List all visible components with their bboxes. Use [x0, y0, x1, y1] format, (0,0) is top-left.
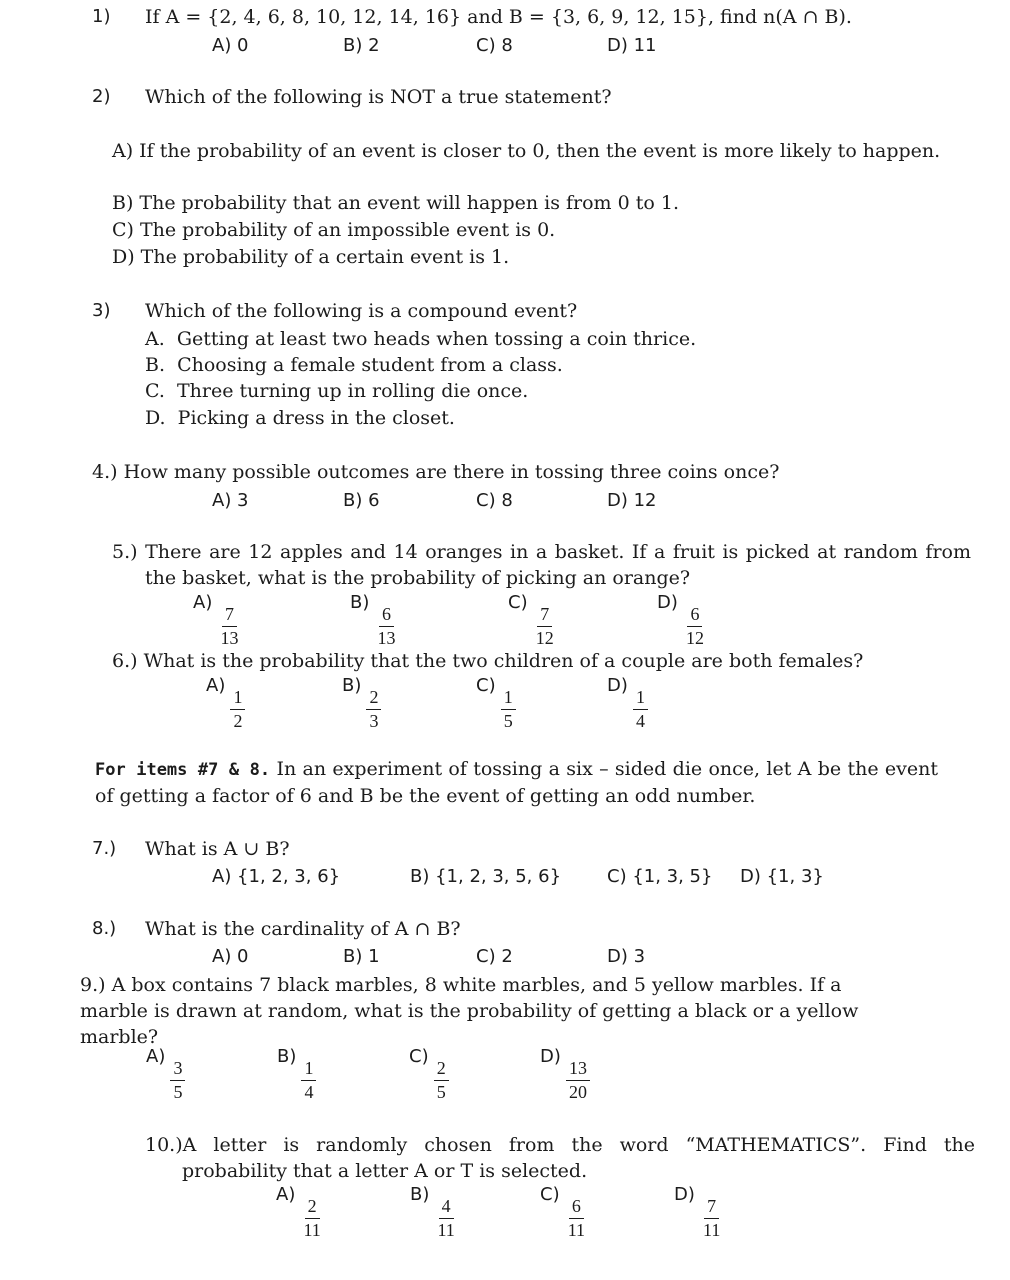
q9-option-b-label: B) — [277, 1046, 297, 1067]
q4-option-d: D) 12 — [607, 490, 657, 511]
q4-option-c: C) 8 — [476, 490, 513, 511]
q2-stem: Which of the following is NOT a true statement? — [145, 86, 612, 108]
q10-stem: 10.)A letter is randomly chosen from the word “MATHEMATICS”. Find the probability that a letter A or T is selected. — [145, 1134, 975, 1182]
q6-option-c-label: C) — [476, 675, 496, 696]
q6-option-d-label: D) — [607, 675, 628, 696]
q3-option-c: C. Three turning up in rolling die once. — [145, 380, 529, 402]
q1-stem: If A = {2, 4, 6, 8, 10, 12, 14, 16} and B = {3, 6, 9, 12, 15}, find n(A ∩ B). — [145, 6, 852, 28]
q10-option-c-label: C) — [540, 1184, 560, 1205]
q5-option-c-num: 7 — [537, 605, 552, 627]
q9-option-d-label: D) — [540, 1046, 561, 1067]
q5-option-b-label: B) — [350, 592, 370, 613]
q6-stem: 6.) What is the probability that the two children of a couple are both females? — [112, 650, 864, 672]
q2-option-a: A) If the probability of an event is closer to 0, then the event is more likely to happen. — [112, 140, 941, 162]
q3-number: 3) — [92, 300, 111, 321]
q9-option-c — [409, 1046, 449, 1102]
q2-option-d: D) The probability of a certain event is 1. — [112, 246, 510, 268]
q10-option-b-label: B) — [410, 1184, 430, 1205]
q10-option-d-label: D) — [674, 1184, 695, 1205]
q9-option-c-num: 2 — [434, 1059, 449, 1081]
q6-option-d-den: 4 — [635, 710, 645, 731]
q9-option-d-num: 13 — [566, 1059, 590, 1081]
q10-option-d-den: 11 — [702, 1219, 721, 1240]
q5-option-b-den: 13 — [377, 627, 396, 648]
items78-lead: For items #7 & 8. — [95, 760, 271, 780]
q2-number: 2) — [92, 86, 111, 107]
q9-stem: 9.) A box contains 7 black marbles, 8 white marbles, and 5 yellow marbles. If a marble is drawn at random, what is the probability of getting a black or a yellow marble? — [80, 974, 859, 1048]
q6-option-c — [476, 675, 516, 731]
q5-option-d — [657, 592, 707, 648]
items78-text: In an experiment of tossing a six – sided die once, let A be the event of getting a factor of 6 and B be the event of getting an odd number. — [95, 758, 938, 807]
q10-option-a-den: 11 — [303, 1219, 321, 1240]
q10-option-b — [410, 1184, 458, 1240]
q6-option-d — [607, 675, 648, 731]
q5-option-c-den: 12 — [535, 627, 554, 648]
q5-option-b-num: 6 — [379, 605, 394, 627]
q8-number: 8.) — [92, 918, 117, 939]
q7-option-a: A) {1, 2, 3, 6} — [212, 866, 341, 887]
q5-option-b — [350, 592, 398, 648]
q3-option-b: B. Choosing a female student from a class. — [145, 354, 563, 376]
q9-option-d — [540, 1046, 590, 1102]
q9-option-a-den: 5 — [173, 1081, 183, 1102]
q5-option-a-label: A) — [193, 592, 213, 613]
items78-instructions — [95, 756, 938, 809]
q6-option-b-num: 2 — [366, 688, 381, 710]
q4-stem: 4.) How many possible outcomes are there in tossing three coins once? — [92, 461, 780, 483]
q9-option-a — [146, 1046, 185, 1102]
q8-option-d: D) 3 — [607, 946, 646, 967]
q10-option-c-num: 6 — [569, 1197, 584, 1219]
q5-option-d-num: 6 — [687, 605, 702, 627]
q10-option-a-label: A) — [276, 1184, 296, 1205]
q10-option-b-den: 11 — [437, 1219, 455, 1240]
q10-option-d — [674, 1184, 723, 1240]
q1-option-a: A) 0 — [212, 35, 249, 56]
q6-option-a-label: A) — [206, 675, 226, 696]
q8-option-b: B) 1 — [343, 946, 380, 967]
q9-option-b-den: 4 — [304, 1081, 314, 1102]
q2-option-b: B) The probability that an event will happen is from 0 to 1. — [112, 192, 679, 214]
q4-option-b: B) 6 — [343, 490, 380, 511]
q8-option-c: C) 2 — [476, 946, 513, 967]
q5-option-a-den: 13 — [220, 627, 239, 648]
q6-option-b-den: 3 — [369, 710, 379, 731]
q5-option-d-den: 12 — [685, 627, 704, 648]
q8-option-a: A) 0 — [212, 946, 249, 967]
q9-option-c-den: 5 — [436, 1081, 446, 1102]
q5-option-a — [193, 592, 241, 648]
q1-option-b: B) 2 — [343, 35, 380, 56]
q6-option-a-num: 1 — [230, 688, 245, 710]
q1-option-c: C) 8 — [476, 35, 513, 56]
q5-option-d-label: D) — [657, 592, 678, 613]
q10-option-c — [540, 1184, 588, 1240]
q7-number: 7.) — [92, 838, 117, 859]
q9-option-a-num: 3 — [170, 1059, 185, 1081]
q1-option-d: D) 11 — [607, 35, 657, 56]
q8-stem: What is the cardinality of A ∩ B? — [145, 918, 461, 940]
q3-stem: Which of the following is a compound event? — [145, 300, 578, 322]
q9-option-b-num: 1 — [301, 1059, 316, 1081]
q10-option-a — [276, 1184, 324, 1240]
q10-option-c-den: 11 — [567, 1219, 586, 1240]
q6-option-b — [342, 675, 381, 731]
q5-stem: 5.) There are 12 apples and 14 oranges in a basket. If a fruit is picked at random from the basket, what is the probability of picking an orange? — [112, 541, 971, 589]
q6-option-b-label: B) — [342, 675, 362, 696]
q1-number: 1) — [92, 6, 111, 27]
q6-option-d-num: 1 — [633, 688, 648, 710]
q10-option-b-num: 4 — [439, 1197, 454, 1219]
q7-stem: What is A ∪ B? — [145, 838, 290, 860]
q5-option-c — [508, 592, 557, 648]
q2-option-c: C) The probability of an impossible event is 0. — [112, 219, 556, 241]
q10-option-d-num: 7 — [704, 1197, 719, 1219]
q10-option-a-num: 2 — [305, 1197, 320, 1219]
q5-option-c-label: C) — [508, 592, 528, 613]
q4-option-a: A) 3 — [212, 490, 249, 511]
q5-option-a-num: 7 — [222, 605, 237, 627]
q6-option-a — [206, 675, 245, 731]
q9-option-c-label: C) — [409, 1046, 429, 1067]
q7-option-c: C) {1, 3, 5} — [607, 866, 713, 887]
q6-option-a-den: 2 — [233, 710, 243, 731]
q7-option-b: B) {1, 2, 3, 5, 6} — [410, 866, 562, 887]
q3-option-d: D. Picking a dress in the closet. — [145, 407, 455, 429]
q9-option-d-den: 20 — [568, 1081, 587, 1102]
q3-option-a: A. Getting at least two heads when tossing a coin thrice. — [145, 328, 697, 350]
q6-option-c-den: 5 — [503, 710, 513, 731]
q7-option-d: D) {1, 3} — [740, 866, 824, 887]
q6-option-c-num: 1 — [501, 688, 516, 710]
q9-option-a-label: A) — [146, 1046, 166, 1067]
q9-option-b — [277, 1046, 316, 1102]
